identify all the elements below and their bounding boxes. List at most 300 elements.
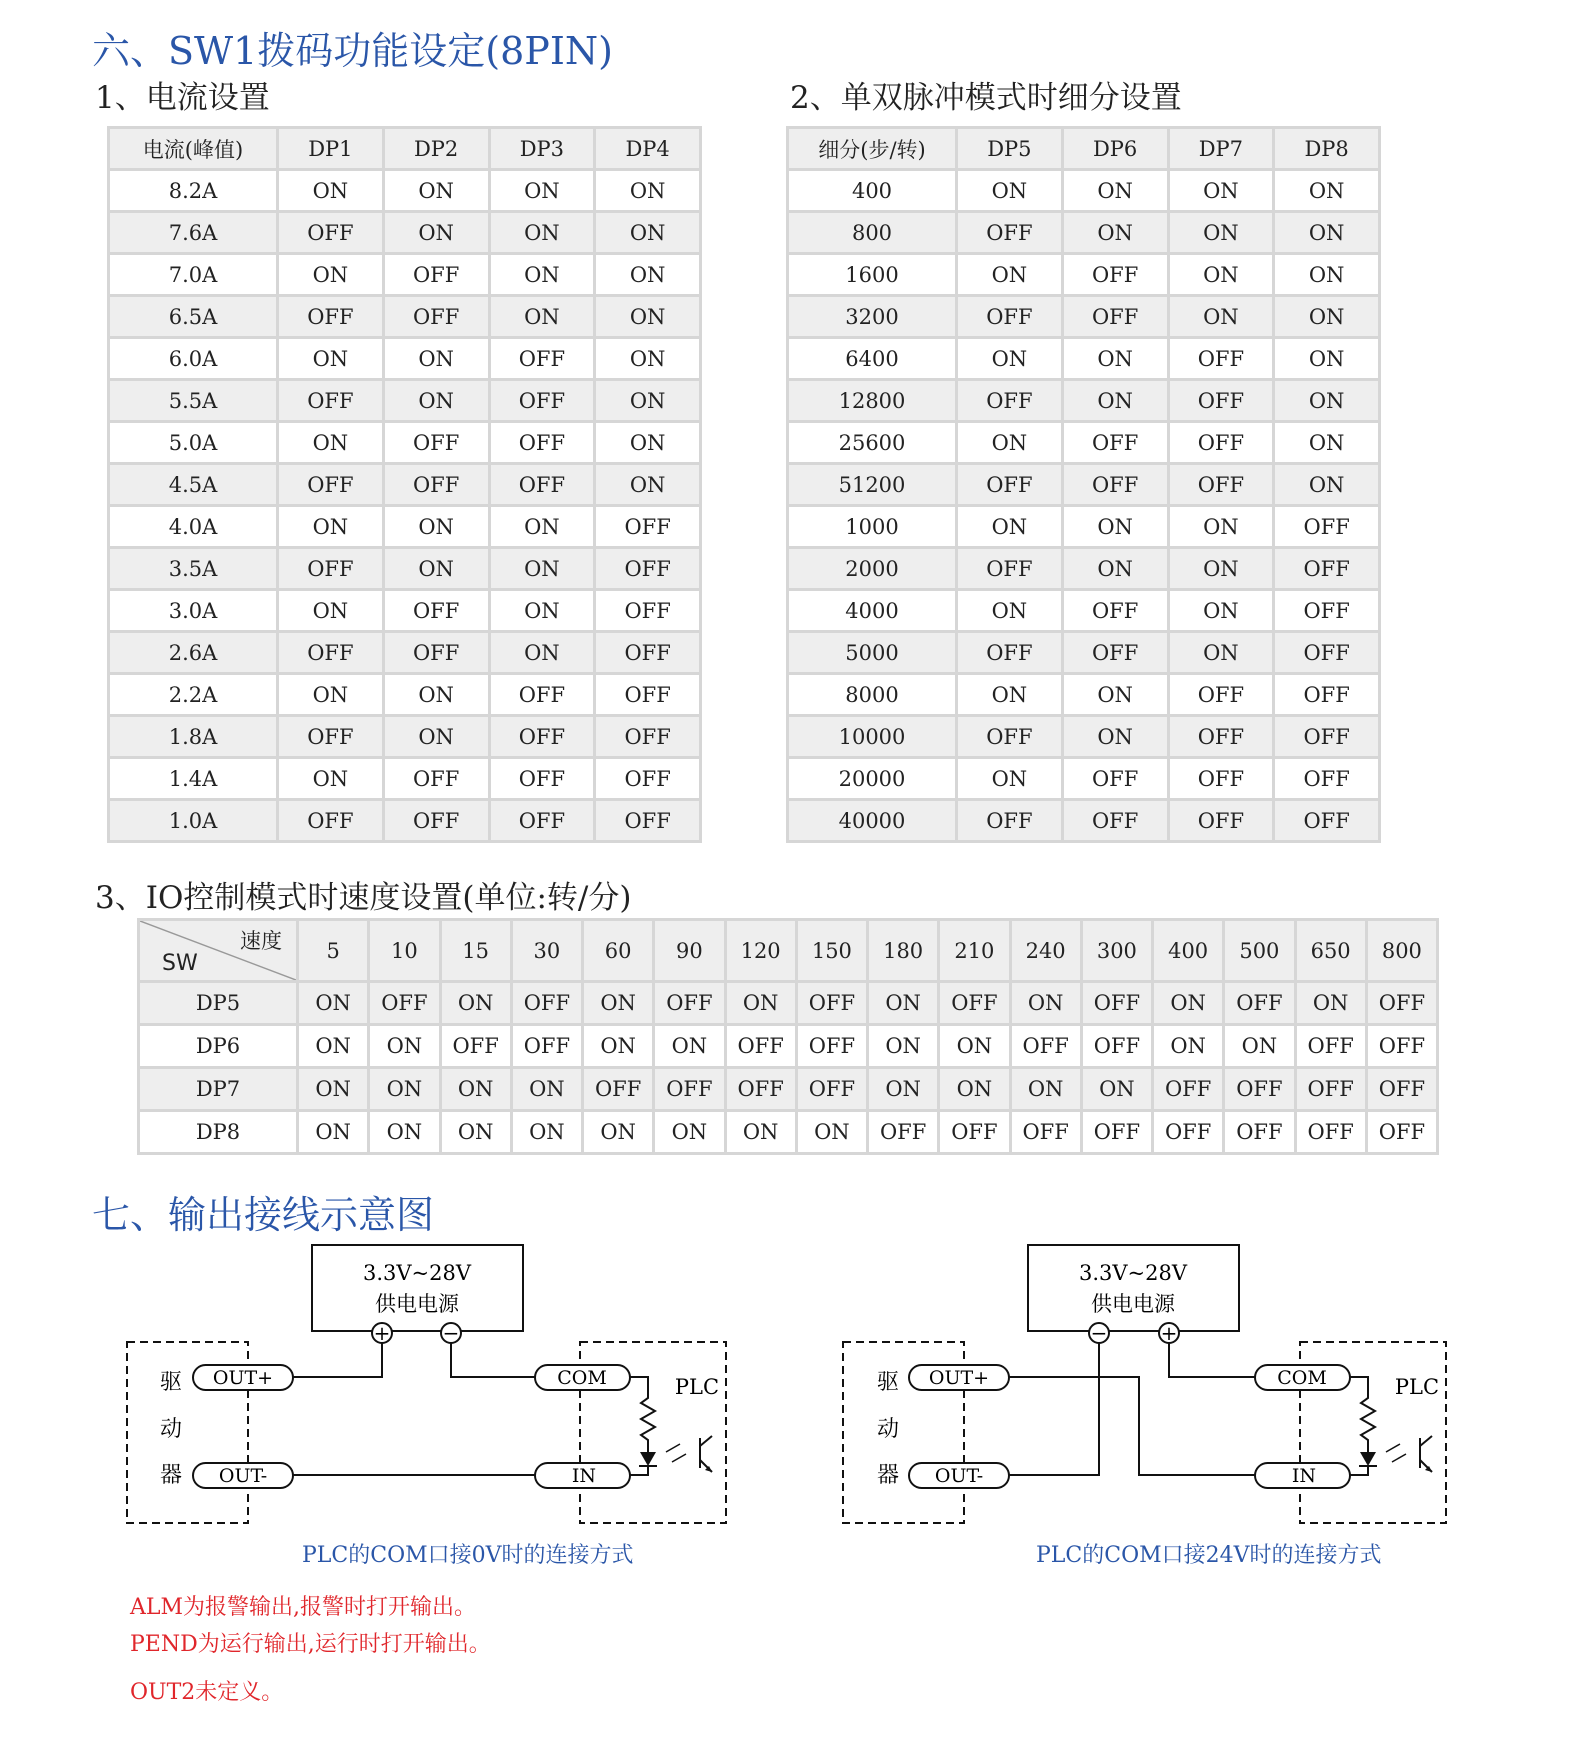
switch-state: OFF: [1154, 1069, 1222, 1109]
switch-state: ON: [1064, 549, 1167, 588]
speed-setting-table: [137, 918, 1439, 1155]
switch-state: OFF: [958, 549, 1061, 588]
switch-state: ON: [385, 675, 488, 714]
switch-state: ON: [958, 507, 1061, 546]
svg-text:−: −: [1090, 1321, 1108, 1345]
switch-state: OFF: [1064, 297, 1167, 336]
switch-state: OFF: [727, 1069, 795, 1109]
table-row: [110, 507, 699, 546]
switch-state: ON: [655, 1026, 723, 1066]
svg-text:供电电源: 供电电源: [1091, 1292, 1175, 1316]
switch-state: OFF: [958, 465, 1061, 504]
speed-table-title: 3、IO控制模式时速度设置(单位:转/分): [95, 880, 632, 916]
table-row: [789, 591, 1378, 630]
switch-state: ON: [370, 1026, 438, 1066]
switch-state: ON: [385, 171, 488, 210]
switch-state: ON: [1297, 983, 1365, 1023]
row-label: 25600: [789, 423, 955, 462]
switch-state: OFF: [491, 801, 594, 840]
switch-state: OFF: [1012, 1112, 1080, 1152]
table-row: [789, 381, 1378, 420]
table-row: [789, 633, 1378, 672]
switch-state: OFF: [1225, 1112, 1293, 1152]
table-row: [789, 675, 1378, 714]
row-label: 4000: [789, 591, 955, 630]
switch-state: OFF: [798, 983, 866, 1023]
switch-state: ON: [491, 591, 594, 630]
column-header: 细分(步/转): [789, 129, 955, 168]
switch-state: ON: [1064, 381, 1167, 420]
switch-state: ON: [1170, 213, 1273, 252]
table-row: [110, 675, 699, 714]
power-supply-box: [1028, 1245, 1239, 1331]
switch-state: OFF: [385, 633, 488, 672]
switch-state: ON: [1170, 297, 1273, 336]
row-label: 2000: [789, 549, 955, 588]
switch-state: OFF: [1170, 381, 1273, 420]
row-label: DP5: [140, 983, 296, 1023]
switch-state: ON: [1170, 255, 1273, 294]
row-label: DP6: [140, 1026, 296, 1066]
switch-state: OFF: [279, 297, 382, 336]
speed-header: 800: [1368, 921, 1436, 980]
switch-state: OFF: [279, 213, 382, 252]
switch-state: ON: [1154, 1026, 1222, 1066]
svg-text:OUT-: OUT-: [934, 1465, 984, 1487]
switch-state: ON: [958, 675, 1061, 714]
switch-state: OFF: [1083, 1026, 1151, 1066]
column-header: 电流(峰值): [110, 129, 276, 168]
switch-state: OFF: [385, 297, 488, 336]
table-row: [110, 255, 699, 294]
switch-state: ON: [279, 591, 382, 630]
table-row: [789, 423, 1378, 462]
row-label: 4.5A: [110, 465, 276, 504]
switch-state: ON: [491, 297, 594, 336]
switch-state: ON: [385, 213, 488, 252]
switch-state: OFF: [655, 1069, 723, 1109]
switch-state: ON: [596, 339, 699, 378]
switch-state: ON: [513, 1112, 581, 1152]
switch-state: ON: [491, 507, 594, 546]
table-row: [789, 213, 1378, 252]
section-6-title: 六、SW1拨码功能设定(8PIN): [92, 29, 613, 73]
switch-state: ON: [655, 1112, 723, 1152]
switch-state: ON: [584, 983, 652, 1023]
switch-state: OFF: [385, 759, 488, 798]
switch-state: OFF: [1154, 1112, 1222, 1152]
switch-state: ON: [1064, 213, 1167, 252]
svg-text:驱: 驱: [159, 1370, 183, 1395]
svg-text:器: 器: [876, 1463, 900, 1488]
switch-state: ON: [370, 1069, 438, 1109]
switch-state: ON: [513, 1069, 581, 1109]
row-label: 400: [789, 171, 955, 210]
row-label: 1.8A: [110, 717, 276, 756]
switch-state: ON: [299, 983, 367, 1023]
switch-state: OFF: [1170, 465, 1273, 504]
switch-state: OFF: [1297, 1069, 1365, 1109]
table-row: [110, 633, 699, 672]
switch-state: OFF: [1275, 591, 1378, 630]
switch-state: ON: [1275, 255, 1378, 294]
caption-com-24v: PLC的COM口接24V时的连接方式: [1036, 1543, 1382, 1568]
speed-header: 650: [1297, 921, 1365, 980]
switch-state: OFF: [958, 213, 1061, 252]
table-row: [110, 759, 699, 798]
switch-state: OFF: [1083, 983, 1151, 1023]
switch-state: ON: [279, 675, 382, 714]
svg-text:IN: IN: [1291, 1465, 1317, 1487]
column-header: DP7: [1170, 129, 1273, 168]
switch-state: ON: [869, 1026, 937, 1066]
speed-header: 5: [299, 921, 367, 980]
plus-sign: +: [373, 1321, 391, 1345]
row-label: 1000: [789, 507, 955, 546]
switch-state: ON: [370, 1112, 438, 1152]
speed-header: 60: [584, 921, 652, 980]
switch-state: ON: [584, 1026, 652, 1066]
row-label: 5.5A: [110, 381, 276, 420]
switch-state: OFF: [1064, 255, 1167, 294]
switch-state: ON: [1170, 549, 1273, 588]
switch-state: ON: [584, 1112, 652, 1152]
current-setting-table: [107, 126, 702, 843]
wiring-diagram-com-0v: [127, 1245, 726, 1523]
svg-text:+: +: [1160, 1321, 1178, 1345]
switch-state: OFF: [1064, 633, 1167, 672]
svg-text:驱: 驱: [876, 1370, 900, 1395]
svg-text:PLC: PLC: [674, 1375, 720, 1399]
switch-state: ON: [596, 213, 699, 252]
table-row: [140, 983, 1436, 1023]
corner-header: [140, 921, 296, 980]
supply-name-label: 供电电源: [375, 1292, 459, 1316]
switch-state: OFF: [1297, 1026, 1365, 1066]
switch-state: OFF: [385, 423, 488, 462]
microstep-table-title: 2、单双脉冲模式时细分设置: [790, 80, 1182, 116]
switch-state: ON: [596, 297, 699, 336]
switch-state: OFF: [385, 591, 488, 630]
switch-state: OFF: [1064, 465, 1167, 504]
row-label: 7.6A: [110, 213, 276, 252]
table-row: [110, 717, 699, 756]
switch-state: OFF: [1064, 759, 1167, 798]
row-label: 8.2A: [110, 171, 276, 210]
svg-text:OUT+: OUT+: [928, 1367, 990, 1389]
table-row: [789, 255, 1378, 294]
switch-state: OFF: [596, 759, 699, 798]
switch-state: ON: [1064, 507, 1167, 546]
current-table-title: 1、电流设置: [95, 80, 270, 116]
switch-state: ON: [385, 717, 488, 756]
switch-state: OFF: [1083, 1112, 1151, 1152]
switch-state: OFF: [279, 717, 382, 756]
switch-state: ON: [491, 633, 594, 672]
table-row: [789, 507, 1378, 546]
table-row: [789, 171, 1378, 210]
switch-state: ON: [1170, 507, 1273, 546]
row-label: 2.6A: [110, 633, 276, 672]
row-label: 6.0A: [110, 339, 276, 378]
switch-state: OFF: [1170, 717, 1273, 756]
switch-state: ON: [958, 423, 1061, 462]
speed-header: 30: [513, 921, 581, 980]
switch-state: ON: [958, 339, 1061, 378]
row-label: 6400: [789, 339, 955, 378]
table-header-row: [110, 129, 699, 168]
table-row: [110, 801, 699, 840]
switch-state: ON: [1170, 171, 1273, 210]
switch-state: OFF: [370, 983, 438, 1023]
switch-state: OFF: [584, 1069, 652, 1109]
svg-text:3.3V~28V: 3.3V~28V: [1078, 1261, 1188, 1285]
switch-state: ON: [596, 255, 699, 294]
switch-state: ON: [1064, 675, 1167, 714]
switch-state: ON: [299, 1112, 367, 1152]
switch-state: ON: [727, 983, 795, 1023]
switch-state: OFF: [940, 983, 1008, 1023]
table-row: [110, 549, 699, 588]
switch-state: ON: [442, 1069, 510, 1109]
table-row: [110, 465, 699, 504]
switch-state: ON: [385, 381, 488, 420]
speed-header: 400: [1154, 921, 1222, 980]
switch-state: OFF: [1225, 983, 1293, 1023]
switch-state: OFF: [1275, 633, 1378, 672]
switch-state: OFF: [385, 801, 488, 840]
switch-state: ON: [279, 507, 382, 546]
switch-state: OFF: [442, 1026, 510, 1066]
switch-state: ON: [940, 1069, 1008, 1109]
switch-state: OFF: [869, 1112, 937, 1152]
switch-state: OFF: [513, 983, 581, 1023]
switch-state: OFF: [596, 507, 699, 546]
row-label: 10000: [789, 717, 955, 756]
switch-state: OFF: [513, 1026, 581, 1066]
switch-state: ON: [940, 1026, 1008, 1066]
switch-state: ON: [1275, 339, 1378, 378]
speed-header: 90: [655, 921, 723, 980]
switch-state: OFF: [1170, 423, 1273, 462]
row-label: 3.5A: [110, 549, 276, 588]
caption-com-0v: PLC的COM口接0V时的连接方式: [302, 1543, 634, 1568]
switch-state: ON: [299, 1026, 367, 1066]
switch-state: OFF: [1297, 1112, 1365, 1152]
switch-state: OFF: [1012, 1026, 1080, 1066]
table-row: [110, 381, 699, 420]
switch-state: ON: [596, 381, 699, 420]
note-alm: ALM为报警输出,报警时打开输出。: [130, 1595, 477, 1620]
row-label: 12800: [789, 381, 955, 420]
column-header: DP5: [958, 129, 1061, 168]
switch-state: ON: [798, 1112, 866, 1152]
svg-text:PLC: PLC: [1394, 1375, 1440, 1399]
switch-state: OFF: [1275, 507, 1378, 546]
switch-state: ON: [1275, 297, 1378, 336]
switch-state: OFF: [596, 675, 699, 714]
table-row: [140, 1026, 1436, 1066]
speed-header: 240: [1012, 921, 1080, 980]
svg-text:OUT-: OUT-: [218, 1465, 268, 1487]
row-label: 1.4A: [110, 759, 276, 798]
supply-voltage-label: 3.3V~28V: [362, 1261, 472, 1285]
switch-state: ON: [596, 171, 699, 210]
switch-state: ON: [385, 507, 488, 546]
switch-state: ON: [279, 339, 382, 378]
switch-state: ON: [958, 171, 1061, 210]
svg-text:动: 动: [876, 1417, 900, 1442]
switch-state: OFF: [385, 255, 488, 294]
note-pend: PEND为运行输出,运行时打开输出。: [130, 1632, 491, 1657]
speed-header: 120: [727, 921, 795, 980]
switch-state: ON: [727, 1112, 795, 1152]
table-row: [789, 717, 1378, 756]
switch-state: ON: [1275, 465, 1378, 504]
switch-state: OFF: [940, 1112, 1008, 1152]
table-row: [110, 591, 699, 630]
switch-state: OFF: [596, 591, 699, 630]
switch-state: OFF: [958, 381, 1061, 420]
row-label: 40000: [789, 801, 955, 840]
switch-state: OFF: [491, 423, 594, 462]
row-label: DP7: [140, 1069, 296, 1109]
section-7-title: 七、输出接线示意图: [92, 1193, 435, 1237]
minus-sign: −: [442, 1321, 460, 1345]
svg-text:COM: COM: [1277, 1367, 1327, 1389]
switch-state: ON: [1064, 717, 1167, 756]
switch-state: ON: [1225, 1026, 1293, 1066]
row-label: 7.0A: [110, 255, 276, 294]
switch-state: OFF: [491, 759, 594, 798]
switch-state: OFF: [1225, 1069, 1293, 1109]
switch-state: ON: [279, 423, 382, 462]
switch-state: OFF: [279, 465, 382, 504]
switch-state: ON: [1083, 1069, 1151, 1109]
table-row: [789, 465, 1378, 504]
switch-state: ON: [1170, 591, 1273, 630]
svg-text:动: 动: [159, 1417, 183, 1442]
switch-state: OFF: [385, 465, 488, 504]
switch-state: OFF: [655, 983, 723, 1023]
switch-state: ON: [1275, 171, 1378, 210]
switch-state: ON: [385, 339, 488, 378]
switch-state: ON: [596, 465, 699, 504]
switch-state: OFF: [491, 465, 594, 504]
switch-state: OFF: [1368, 1112, 1436, 1152]
table-row: [140, 1112, 1436, 1152]
switch-state: OFF: [1170, 801, 1273, 840]
svg-text:COM: COM: [557, 1367, 607, 1389]
row-label: 3.0A: [110, 591, 276, 630]
table-row: [110, 339, 699, 378]
switch-state: ON: [1275, 423, 1378, 462]
switch-state: OFF: [596, 717, 699, 756]
switch-state: ON: [491, 213, 594, 252]
svg-text:器: 器: [159, 1463, 183, 1488]
note-out2: OUT2未定义。: [130, 1680, 284, 1705]
svg-text:IN: IN: [571, 1465, 597, 1487]
row-label: 1.0A: [110, 801, 276, 840]
switch-state: ON: [1154, 983, 1222, 1023]
table-row: [789, 549, 1378, 588]
switch-state: ON: [442, 983, 510, 1023]
switch-state: OFF: [1275, 759, 1378, 798]
speed-header: 210: [940, 921, 1008, 980]
switch-state: ON: [958, 591, 1061, 630]
switch-state: OFF: [958, 297, 1061, 336]
corner-speed-label: 速度: [240, 929, 282, 953]
row-label: 3200: [789, 297, 955, 336]
table-row: [789, 801, 1378, 840]
switch-state: ON: [869, 983, 937, 1023]
column-header: DP2: [385, 129, 488, 168]
wiring-diagrams: [0, 1230, 1586, 1570]
column-header: DP1: [279, 129, 382, 168]
switch-state: OFF: [1368, 983, 1436, 1023]
switch-state: ON: [491, 171, 594, 210]
switch-state: ON: [491, 549, 594, 588]
switch-state: ON: [279, 171, 382, 210]
corner-sw-label: SW: [162, 951, 198, 976]
column-header: DP4: [596, 129, 699, 168]
switch-state: OFF: [1368, 1026, 1436, 1066]
switch-state: OFF: [958, 801, 1061, 840]
switch-state: OFF: [596, 549, 699, 588]
row-label: 51200: [789, 465, 955, 504]
switch-state: OFF: [279, 381, 382, 420]
switch-state: OFF: [279, 549, 382, 588]
switch-state: OFF: [491, 339, 594, 378]
switch-state: ON: [1064, 171, 1167, 210]
switch-state: OFF: [727, 1026, 795, 1066]
speed-header: 10: [370, 921, 438, 980]
switch-state: OFF: [1064, 423, 1167, 462]
speed-header: 150: [798, 921, 866, 980]
row-label: 5000: [789, 633, 955, 672]
switch-state: OFF: [1368, 1069, 1436, 1109]
switch-state: ON: [279, 255, 382, 294]
table-row: [789, 339, 1378, 378]
switch-state: ON: [279, 759, 382, 798]
switch-state: ON: [385, 549, 488, 588]
table-row: [789, 297, 1378, 336]
row-label: 20000: [789, 759, 955, 798]
column-header: DP6: [1064, 129, 1167, 168]
switch-state: OFF: [491, 717, 594, 756]
table-row: [110, 297, 699, 336]
row-label: 4.0A: [110, 507, 276, 546]
switch-state: ON: [299, 1069, 367, 1109]
table-row: [110, 423, 699, 462]
row-label: 6.5A: [110, 297, 276, 336]
switch-state: OFF: [1275, 717, 1378, 756]
row-label: 5.0A: [110, 423, 276, 462]
switch-state: OFF: [1275, 801, 1378, 840]
switch-state: OFF: [279, 633, 382, 672]
switch-state: ON: [1170, 633, 1273, 672]
speed-header: 180: [869, 921, 937, 980]
table-header-row: [789, 129, 1378, 168]
switch-state: OFF: [1064, 801, 1167, 840]
power-supply-box: [312, 1245, 523, 1331]
switch-state: ON: [1064, 339, 1167, 378]
switch-state: OFF: [596, 801, 699, 840]
switch-state: OFF: [1064, 591, 1167, 630]
switch-state: ON: [1012, 1069, 1080, 1109]
switch-state: OFF: [1170, 339, 1273, 378]
row-label: 2.2A: [110, 675, 276, 714]
